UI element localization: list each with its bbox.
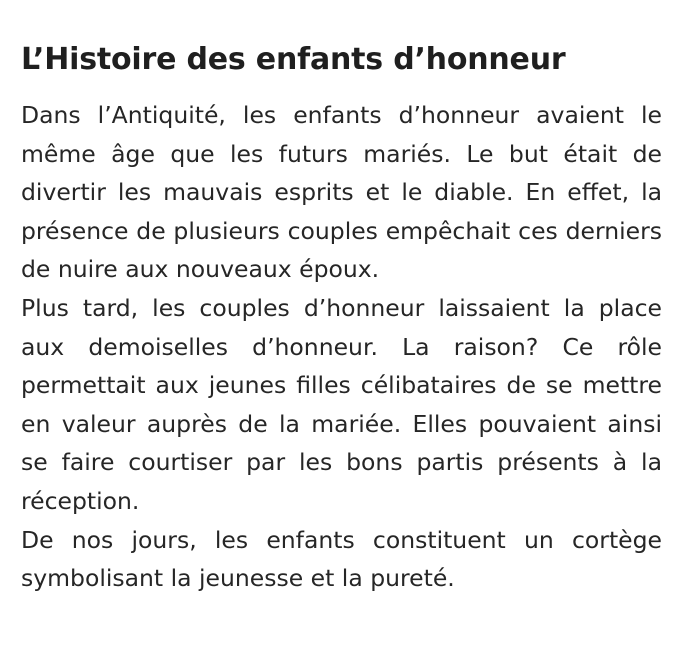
article <box>21 38 662 598</box>
article-body <box>21 96 662 598</box>
paragraph-later: Plus tard, les couples d’honneur laissaient la place aux demoiselles d’honneur. La raison? Ce rôle permettait aux jeunes filles célibataires de se mettre en valeur auprès de la mariée. Elles pouvaient ainsi se faire courtiser par les bons partis présents à la réception. <box>21 293 662 515</box>
article-title: L’Histoire des enfants d’honneur <box>21 42 566 77</box>
paragraph-today: De nos jours, les enfants constituent un cortège symbolisant la jeunesse et la pureté. <box>21 525 662 593</box>
paragraph-antiquity: Dans l’Antiquité, les enfants d’honneur avaient le même âge que les futurs mariés. Le but était de divertir les mauvais esprits et le diable. En effet, la présence de plusieurs couples empêchait ces derniers de nuire aux nouveaux époux. <box>21 101 662 284</box>
